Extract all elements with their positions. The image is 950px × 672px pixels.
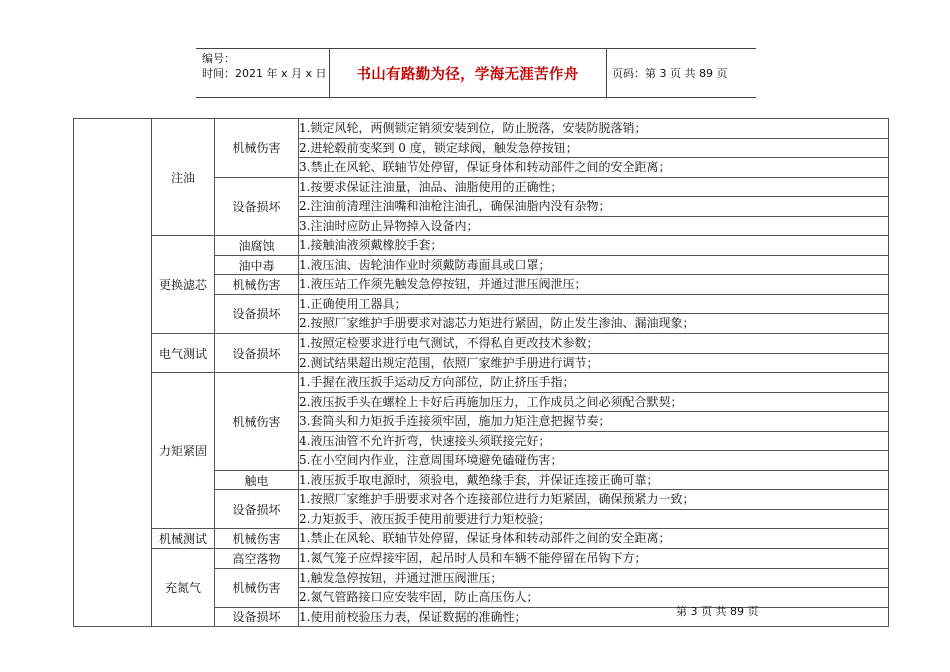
hazard-cell: 设备损坏 — [215, 334, 299, 373]
table-row — [74, 549, 889, 569]
work-category-cell: 更换滤芯 — [152, 236, 215, 334]
safety-measures-table — [73, 118, 889, 627]
hazard-cell: 机械伤害 — [215, 275, 299, 295]
measure-cell — [299, 255, 889, 275]
table-row — [74, 529, 889, 549]
measure-line: 2.力矩扳手、液压扳手使用前要进行力矩校验； — [299, 511, 551, 526]
measure-cell — [299, 588, 889, 608]
table-row — [74, 334, 889, 354]
measure-line: 1.按照定检要求进行电气测试，不得私自更改技术参数； — [299, 336, 599, 351]
measure-line: 4.液压油管不允许折弯，快速接头须联接完好； — [299, 433, 551, 448]
header-motto: 书山有路勤为径，学海无涯苦作舟 — [356, 66, 579, 83]
work-category-cell: 力矩紧固 — [152, 373, 215, 529]
measure-cell — [299, 236, 889, 256]
measure-cell — [299, 353, 889, 373]
measure-line: 1.禁止在风轮、联轴节处停留，保证身体和转动部件之间的安全距离； — [299, 531, 671, 546]
measure-cell — [299, 119, 889, 139]
measure-line: 2.按照厂家维护手册要求对滤芯力矩进行紧固，防止发生渗油、漏油现象； — [299, 316, 695, 331]
measure-line: 3.注油时应防止异物掉入设备内； — [299, 218, 479, 233]
measure-cell — [299, 334, 889, 354]
table-row — [74, 119, 889, 139]
measure-line: 3.禁止在风轮、联轴节处停留，保证身体和转动部件之间的安全距离； — [299, 160, 671, 175]
hazard-cell: 油中毒 — [215, 255, 299, 275]
measure-line: 1.按照厂家维护手册要求对各个连接部位进行力矩紧固，确保预紧力一致； — [299, 492, 695, 507]
page-header — [196, 48, 756, 98]
measure-line: 2.氮气管路接口应安装牢固，防止高压伤人； — [299, 590, 539, 605]
measure-line: 1.手握在液压扳手运动反方向部位，防止挤压手指； — [299, 375, 575, 390]
measure-line: 1.正确使用工器具； — [299, 296, 407, 311]
measure-line: 1.锁定风轮，两侧锁定销须安装到位，防止脱落，安装防脱落销； — [299, 121, 647, 135]
measure-cell — [299, 138, 889, 158]
measure-cell — [299, 549, 889, 569]
header-meta — [202, 51, 327, 81]
work-category-cell: 充氮气 — [152, 549, 215, 627]
hazard-cell: 机械伤害 — [215, 119, 299, 178]
measure-line: 2.液压扳手头在螺栓上卡好后再施加压力，工作成员之间必须配合默契； — [299, 394, 683, 409]
measure-line: 2.进轮毂前变桨到 0 度，锁定球阀，触发急停按钮； — [299, 140, 578, 155]
measure-cell — [299, 412, 889, 432]
hazard-cell: 机械伤害 — [215, 373, 299, 471]
measure-cell — [299, 197, 889, 217]
measure-cell — [299, 294, 889, 314]
hazard-cell: 触电 — [215, 470, 299, 490]
measure-line: 5.在小空间内作业，注意周围环境避免磕碰伤害； — [299, 453, 563, 468]
measure-line: 1.使用前校验压力表，保证数据的准确性； — [299, 609, 527, 624]
measure-cell — [299, 373, 889, 393]
work-category-cell: 注油 — [152, 119, 215, 236]
measure-line: 3.套筒头和力矩扳手连接须牢固，施加力矩注意把握节奏； — [299, 414, 611, 429]
hazard-cell: 设备损坏 — [215, 294, 299, 333]
hazard-cell: 设备损坏 — [215, 607, 299, 627]
measure-cell — [299, 490, 889, 510]
measure-cell — [299, 431, 889, 451]
measure-line: 1.液压扳手取电源时，须验电，戴绝缘手套，并保证连接正确可靠； — [299, 472, 659, 487]
measure-line: 1.液压站工作须先触发急停按钮，并通过泄压阀泄压； — [299, 277, 587, 292]
measure-cell — [299, 568, 889, 588]
hazard-cell: 设备损坏 — [215, 490, 299, 529]
hazard-cell: 设备损坏 — [215, 177, 299, 236]
hazard-cell: 油腐蚀 — [215, 236, 299, 256]
measure-cell — [299, 158, 889, 178]
measure-cell — [299, 275, 889, 295]
table-row — [74, 236, 889, 256]
document-time-label: 时间：2021 年 x 月 x 日 — [202, 67, 327, 80]
hazard-cell: 机械伤害 — [215, 529, 299, 549]
measure-line: 2.注油前清理注油嘴和油枪注油孔，确保油脂内没有杂物； — [299, 199, 611, 214]
measure-cell — [299, 470, 889, 490]
measure-cell — [299, 216, 889, 236]
measure-line: 1.液压油、齿轮油作业时须戴防毒面具或口罩； — [299, 257, 551, 272]
measure-line: 1.按要求保证注油量，油品、油脂使用的正确性； — [299, 179, 563, 194]
hazard-cell: 机械伤害 — [215, 568, 299, 607]
measure-line: 1.触发急停按钮，并通过泄压阀泄压； — [299, 570, 503, 585]
measure-cell — [299, 607, 889, 627]
measure-line: 1.接触油液须戴橡胶手套； — [299, 238, 443, 253]
work-category-cell: 电气测试 — [152, 334, 215, 373]
header-page-info: 页码：第 3 页 共 89 页 — [612, 67, 728, 80]
footer-page-number: 第 3 页 共 89 页 — [676, 605, 759, 618]
measure-cell — [299, 314, 889, 334]
blank-first-column — [74, 119, 152, 627]
measure-cell — [299, 451, 889, 471]
measure-cell — [299, 509, 889, 529]
measure-line: 1.氮气笼子应焊接牢固，起吊时人员和车辆不能停留在吊钩下方； — [299, 551, 647, 566]
measure-line: 2.测试结果超出规定范围，依照厂家维护手册进行调节； — [299, 355, 599, 370]
measure-cell — [299, 529, 889, 549]
table-row — [74, 373, 889, 393]
measure-cell — [299, 177, 889, 197]
document-number-label: 编号： — [202, 52, 235, 65]
measure-cell — [299, 392, 889, 412]
header-divider — [606, 48, 607, 98]
hazard-cell: 高空落物 — [215, 549, 299, 569]
work-category-cell: 机械测试 — [152, 529, 215, 549]
